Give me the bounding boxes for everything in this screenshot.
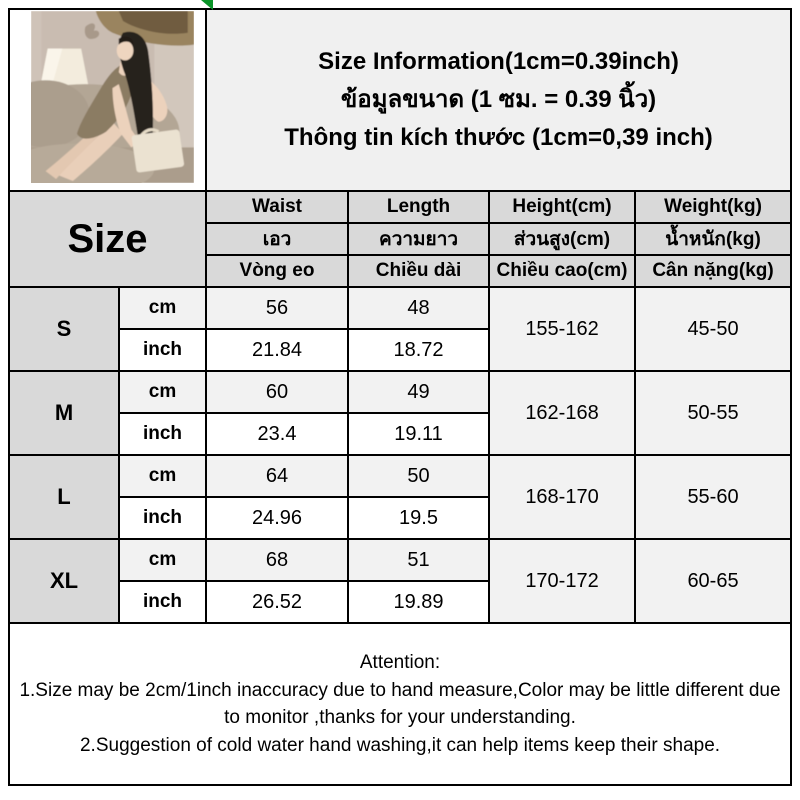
col-waist-th: เอว xyxy=(206,223,348,255)
weight-range-value: 45-50 xyxy=(635,287,791,371)
unit-inch-label: inch xyxy=(119,413,206,455)
length-cm-value: 48 xyxy=(348,287,489,329)
col-weight-vi: Cân nặng(kg) xyxy=(635,255,791,287)
waist-cm-value: 60 xyxy=(206,371,348,413)
waist-inch-value: 23.4 xyxy=(206,413,348,455)
col-height-th: ส่วนสูง(cm) xyxy=(489,223,635,255)
col-weight-en: Weight(kg) xyxy=(635,191,791,223)
size-chart-table xyxy=(8,8,792,786)
header-banner-row xyxy=(9,9,791,191)
title-thai: ข้อมูลขนาด (1 ซม. = 0.39 นิ้ว) xyxy=(340,86,657,113)
unit-inch-label: inch xyxy=(119,581,206,623)
length-inch-value: 19.89 xyxy=(348,581,489,623)
attention-section xyxy=(9,623,791,785)
unit-cm-label: cm xyxy=(119,371,206,413)
unit-inch-label: inch xyxy=(119,497,206,539)
waist-inch-value: 24.96 xyxy=(206,497,348,539)
height-range-value: 155-162 xyxy=(489,287,635,371)
height-range-value: 170-172 xyxy=(489,539,635,623)
weight-range-value: 60-65 xyxy=(635,539,791,623)
length-cm-value: 50 xyxy=(348,455,489,497)
unit-inch-label: inch xyxy=(119,329,206,371)
title-cell xyxy=(206,9,791,191)
title-vietnamese: Thông tin kích thước (1cm=0,39 inch) xyxy=(284,124,713,151)
table-header-row-en xyxy=(9,191,791,223)
table-row-s-cm xyxy=(9,287,791,329)
waist-inch-value: 21.84 xyxy=(206,329,348,371)
waist-cm-value: 64 xyxy=(206,455,348,497)
col-waist-en: Waist xyxy=(206,191,348,223)
length-cm-value: 49 xyxy=(348,371,489,413)
attention-note-2: 2.Suggestion of cold water hand washing,it can help items keep their shape. xyxy=(79,734,721,756)
size-corner-header: Size xyxy=(9,191,206,287)
table-row-l-cm xyxy=(9,455,791,497)
table-row-m-cm xyxy=(9,371,791,413)
size-label-l: L xyxy=(9,455,119,539)
waist-cm-value: 56 xyxy=(206,287,348,329)
handbag xyxy=(131,129,184,173)
product-photo-illustration xyxy=(31,11,194,183)
height-range-value: 168-170 xyxy=(489,455,635,539)
col-length-en: Length xyxy=(348,191,489,223)
col-length-th: ความยาว xyxy=(348,223,489,255)
size-label-s: S xyxy=(9,287,119,371)
product-photo-cell xyxy=(9,9,206,191)
size-label-xl: XL xyxy=(9,539,119,623)
length-inch-value: 19.11 xyxy=(348,413,489,455)
waist-cm-value: 68 xyxy=(206,539,348,581)
attention-heading: Attention: xyxy=(359,652,441,673)
length-cm-value: 51 xyxy=(348,539,489,581)
attention-note-1: 1.Size may be 2cm/1inch inaccuracy due to hand measure,Color may be little different due to monitor ,thanks for your understanding. xyxy=(19,679,781,728)
waist-inch-value: 26.52 xyxy=(206,581,348,623)
col-height-vi: Chiều cao(cm) xyxy=(489,255,635,287)
title-english: Size Information(1cm=0.39inch) xyxy=(318,48,679,75)
length-inch-value: 19.5 xyxy=(348,497,489,539)
unit-cm-label: cm xyxy=(119,287,206,329)
col-length-vi: Chiều dài xyxy=(348,255,489,287)
unit-cm-label: cm xyxy=(119,539,206,581)
length-inch-value: 18.72 xyxy=(348,329,489,371)
product-photo xyxy=(31,11,194,183)
weight-range-value: 55-60 xyxy=(635,455,791,539)
col-waist-vi: Vòng eo xyxy=(206,255,348,287)
table-row-xl-cm xyxy=(9,539,791,581)
size-label-m: M xyxy=(9,371,119,455)
unit-cm-label: cm xyxy=(119,455,206,497)
col-height-en: Height(cm) xyxy=(489,191,635,223)
weight-range-value: 50-55 xyxy=(635,371,791,455)
green-triangle-marker-icon xyxy=(201,0,214,10)
height-range-value: 162-168 xyxy=(489,371,635,455)
attention-row xyxy=(9,623,791,785)
col-weight-th: น้ำหนัก(kg) xyxy=(635,223,791,255)
